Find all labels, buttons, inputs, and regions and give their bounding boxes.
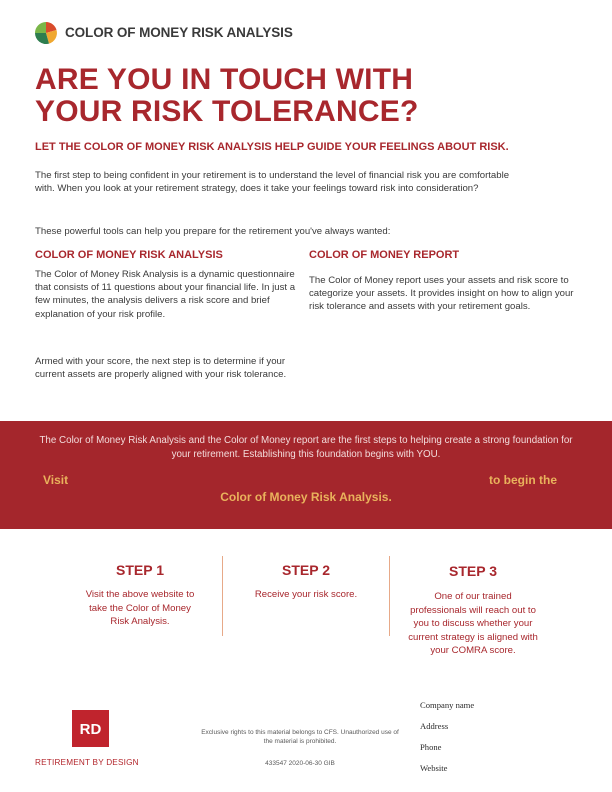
headline-line-2: YOUR RISK TOLERANCE? [35,95,419,128]
svg-text:RD: RD [79,721,102,738]
subheadline: LET THE COLOR OF MONEY RISK ANALYSIS HELP GUIDE YOUR FEELINGS ABOUT RISK. [35,141,509,153]
step-2-text: Receive your risk score. [254,589,358,600]
money-report-paragraph: The Color of Money report uses your assets and risk score to categorize your assets. It provides insight on how to align your risk tolerance and assets with your retirement goals. [309,275,574,313]
document-code: 433547 2020-06-30 GIB [265,760,335,767]
step-1-title: STEP 1 [116,562,164,578]
intro-paragraph: The first step to being confident in your retirement is to understand the level of financial risk you are comfortable with. When you look at your retirement strategy, does it take your feelings toward risk into consideration? [35,170,510,195]
company-name-field: Company name [420,700,475,710]
visit-label: Visit [43,473,69,487]
website-field[interactable]: Website [420,763,448,773]
phone-field: Phone [420,742,442,752]
risk-analysis-paragraph-2: Armed with your score, the next step is to determine if your current assets are properly aligned with your risk tolerance. [35,356,287,381]
step-3-title: STEP 3 [449,563,497,579]
address-field: Address [420,721,449,731]
page-headline [35,64,595,128]
step-divider-2 [389,556,390,636]
step-1-text: Visit the above website to take the Color of Money Risk Analysis. [85,589,195,628]
retirement-by-design-logo [72,710,109,747]
risk-analysis-paragraph: The Color of Money Risk Analysis is a dynamic questionnaire that consists of 11 questions about your financial life. In just a few minutes, the analysis delivers a risk score and brief explanation of your risk profile. [35,269,296,320]
step-2-title: STEP 2 [282,562,330,578]
retirement-by-design-tagline: RETIREMENT BY DESIGN [35,758,139,767]
pie-chart-icon [35,22,57,44]
step-3-text: One of our trained professionals will reach out to you to discuss whether your current strategy is aligned with your COMRA score. [408,591,538,657]
begin-label: to begin the [489,473,557,487]
tools-intro: These powerful tools can help you prepare for the retirement you've always wanted: [35,226,391,237]
step-divider-1 [222,556,223,636]
analysis-link[interactable]: Color of Money Risk Analysis. [220,490,392,504]
legal-notice: Exclusive rights to this material belongs to CFS. Unauthorized use of the material is prohibited. [201,729,399,745]
headline-line-1: ARE YOU IN TOUCH WITH [35,63,414,96]
banner-text: The Color of Money Risk Analysis and the Color of Money report are the first steps to helping create a strong foundation for your retirement. Establishing this foundation begins with YOU. [39,435,573,460]
brand-title: COLOR OF MONEY RISK ANALYSIS [65,25,293,40]
risk-analysis-heading: COLOR OF MONEY RISK ANALYSIS [35,249,223,261]
money-report-heading: COLOR OF MONEY REPORT [309,249,460,261]
